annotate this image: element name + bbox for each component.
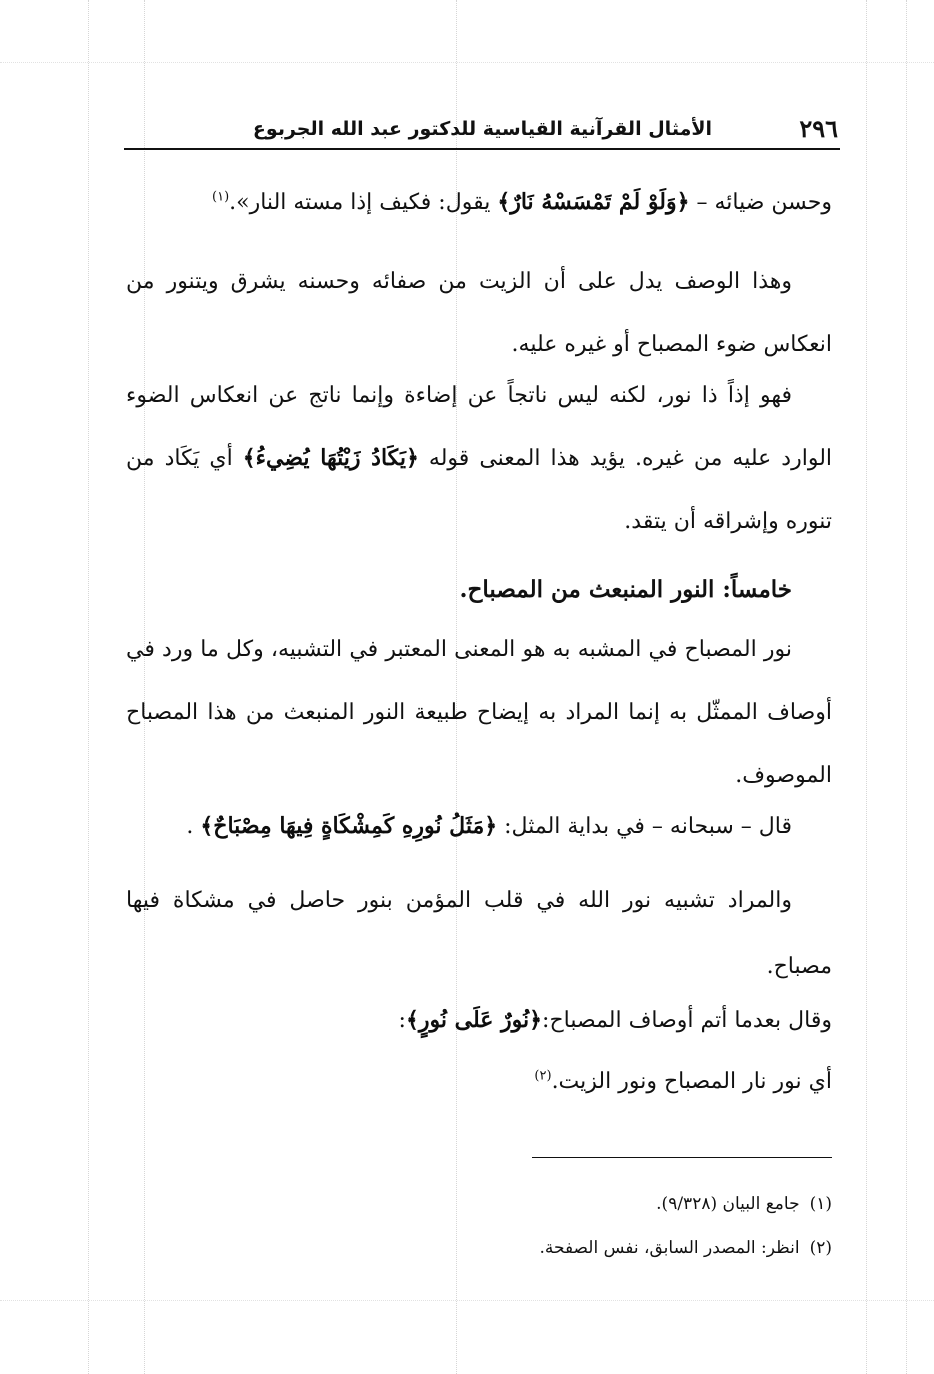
page-number: ٢٩٦: [799, 114, 838, 143]
paragraph-7-text-before: وقال بعدما أتم أوصاف المصباح:: [542, 1008, 832, 1033]
section-heading: خامساً: النور المنبعث من المصباح.: [459, 576, 792, 603]
scan-guide-line: [0, 1300, 934, 1301]
footnote-separator: [532, 1157, 832, 1158]
quran-verse: ﴿نُورٌ عَلَى نُورٍ﴾: [405, 1007, 543, 1033]
paragraph-1: [126, 180, 832, 225]
quran-verse: ﴿وَلَوْ لَمْ تَمْسَسْهُ نَارٌ﴾: [497, 189, 690, 215]
paragraph-6: والمراد تشبيه نور الله في قلب المؤمن بنور حاصل في مشكاة فيها مصباح.: [126, 888, 832, 979]
footnote-2-number: (٢): [809, 1238, 832, 1258]
scan-guide-line: [866, 0, 867, 1374]
running-title: الأمثال القرآنية القياسية للدكتور عبد الله الجربوع: [252, 118, 712, 140]
scan-guide-line: [88, 0, 89, 1374]
quran-verse: ﴿مَثَلُ نُورِهِ كَمِشْكَاةٍ فِيهَا مِصْبَاحٌ﴾: [200, 813, 498, 839]
scan-guide-line: [0, 62, 934, 63]
paragraph-2: وهذا الوصف يدل على أن الزيت من صفائه وحسنه يشرق ويتنور من انعكاس ضوء المصباح أو غيره عليه.: [126, 269, 832, 357]
paragraph-1-text-before: وحسن ضيائه –: [689, 190, 832, 215]
footnote-1-text: جامع البيان (٩/٣٢٨).: [656, 1194, 800, 1214]
paragraph-8-text: أي نور نار المصباح ونور الزيت.: [551, 1069, 832, 1094]
paragraph-3: [126, 364, 832, 553]
quran-verse: ﴿يَكَادُ زَيْتُهَا يُضِيءُ﴾: [242, 445, 419, 471]
running-header: [124, 108, 840, 150]
footnote-ref-2: (٢): [534, 1068, 552, 1084]
paragraph-3-text-before: فهو إذاً ذا نور، لكنه ليس ناتجاً عن إضاءة وإنما ناتج عن انعكاس الضوء الوارد عليه من غيره. يؤيد هذا المعنى قوله: [126, 383, 833, 471]
scan-guide-line: [906, 0, 907, 1374]
footnote-1: [126, 1190, 832, 1218]
paragraph-3-text-after: أي يَكَاد من تنوره وإشراقه أن يتقد.: [126, 446, 832, 534]
footnote-1-number: (١): [809, 1194, 832, 1214]
footnote-2-text: انظر: المصدر السابق، نفس الصفحة.: [539, 1238, 800, 1258]
paragraph-5-text-before: قال – سبحانه – في بداية المثل:: [497, 814, 792, 839]
paragraph-1-text-after: يقول: فكيف إذا مسته النار».: [229, 190, 498, 215]
paragraph-7-text-after: :: [398, 1008, 406, 1033]
paragraph-7: [292, 1000, 832, 1041]
footnote-2: [126, 1234, 832, 1262]
footnote-ref-1: (١): [212, 189, 230, 205]
paragraph-4: نور المصباح في المشبه به هو المعنى المعتبر في التشبيه، وكل ما ورد في أوصاف الممثّل به إنما المراد به إيضاح طبيعة النور المنبعث من هذا المصباح الموصوف.: [126, 637, 832, 788]
paragraph-5: [126, 796, 832, 857]
header-rule: [124, 148, 840, 150]
paragraph-8: [292, 1062, 832, 1102]
paragraph-5-text-after: .: [186, 814, 201, 839]
